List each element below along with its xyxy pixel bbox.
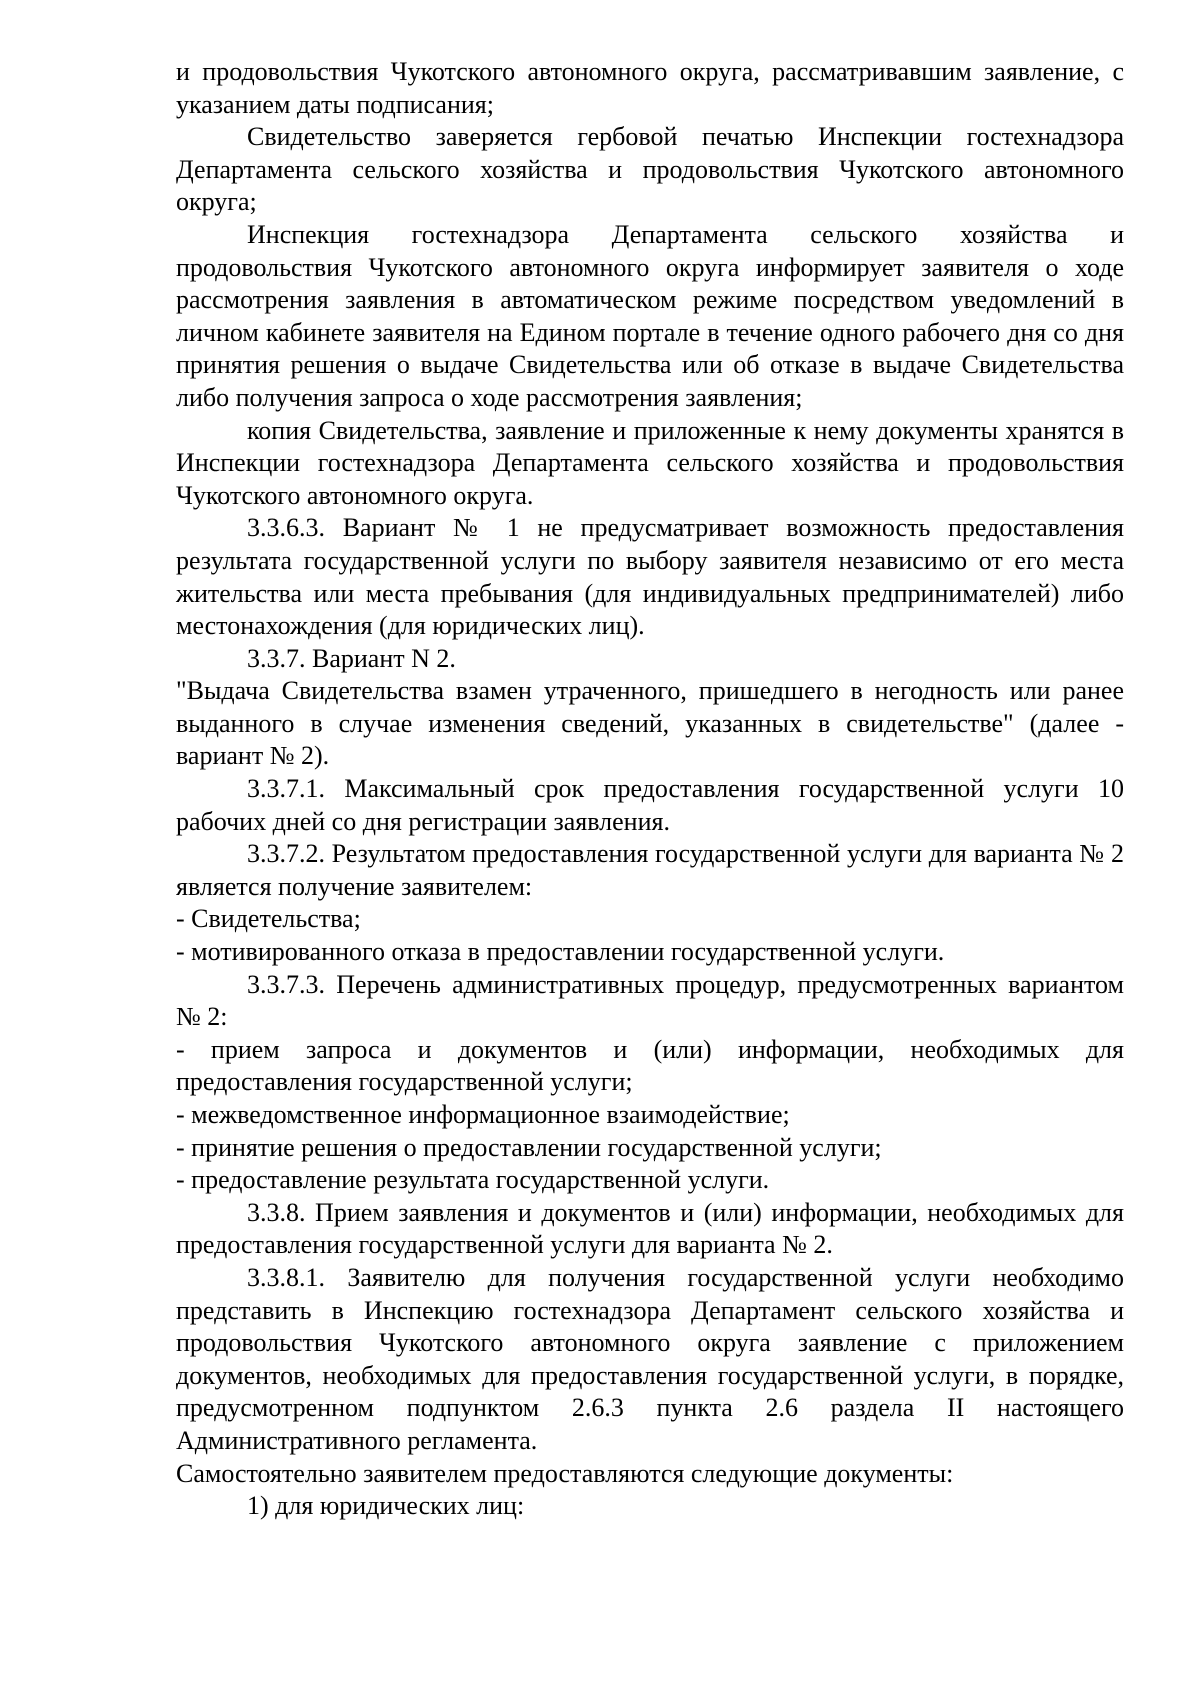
list-item: - принятие решения о предоставлении государственной услуги; (176, 1132, 882, 1162)
paragraph: 3.3.7.1. Максимальный срок предоставления государственной услуги 10 рабочих дней со дня регистрации заявления. (176, 774, 1124, 836)
paragraph: копия Свидетельства, заявление и приложенные к нему документы хранятся в Инспекции гостехнадзора Департамента сельского хозяйства и продовольствия Чукотского автономного округа. (176, 415, 1124, 510)
list-item: - прием запроса и документов и (или) информации, необходимых для предоставления государственной услуги; (176, 1034, 1124, 1097)
paragraph: 3.3.8. Прием заявления и документов и (или) информации, необходимых для предоставления государственной услуги для варианта № 2. (176, 1197, 1124, 1260)
paragraph: Самостоятельно заявителем предоставляются следующие документы: (176, 1458, 954, 1488)
paragraph: 3.3.8.1. Заявителю для получения государственной услуги необходимо представить в Инспекцию гостехнадзора Департамент сельского хозяйства и продовольствия Чукотского автономного округа заявление с приложением документов, необходимых для предоставления государственной услуги, в порядке, предусмотренном подпунктом 2.6.3 пункта 2.6 раздела II настоящего Административного регламента. (176, 1262, 1124, 1455)
paragraph: "Выдача Свидетельства взамен утраченного, пришедшего в негодность или ранее выданного в случае изменения сведений, указанных в свидетельстве" (далее - вариант № 2). (176, 676, 1124, 771)
paragraph: 1) для юридических лиц: (247, 1491, 525, 1521)
list-item: - предоставление результата государственной услуги. (176, 1165, 770, 1195)
section-heading: 3.3.7. Вариант N 2. (247, 643, 456, 673)
list-item: - мотивированного отказа в предоставлении государственной услуги. (176, 937, 945, 967)
list-item: - межведомственное информационное взаимодействие; (176, 1100, 790, 1129)
paragraph: Инспекция гостехнадзора Департамента сельского хозяйства и продовольствия Чукотского автономного округа информирует заявителя о ходе рассмотрения заявления в автоматическом режиме посредством уведомлений в личном кабинете заявителя на Едином портале в течение одного рабочего дня со дня принятия решения о выдаче Свидетельства или об отказе в выдаче Свидетельства либо получения запроса о ходе рассмотрения заявления; (176, 219, 1124, 412)
paragraph: 3.3.7.2. Результатом предоставления государственной услуги для варианта № 2 является получение заявителем: (176, 839, 1124, 901)
paragraph: и продовольствия Чукотского автономного округа, рассматривавшим заявление, с указанием даты подписания; (176, 57, 1124, 119)
paragraph: 3.3.7.3. Перечень административных процедур, предусмотренных вариантом № 2: (176, 969, 1124, 1032)
paragraph: 3.3.6.3. Вариант № 1 не предусматривает возможность предоставления результата государственной услуги по выбору заявителя независимо от его места жительства или места пребывания (для индивидуальных предпринимателей) либо местонахождения (для юридических лиц). (176, 513, 1124, 641)
paragraph: Свидетельство заверяется гербовой печатью Инспекции гостехнадзора Департамента сельского хозяйства и продовольствия Чукотского автономного округа; (176, 122, 1124, 217)
list-item: - Свидетельства; (176, 904, 361, 934)
document-page (176, 56, 1124, 1523)
